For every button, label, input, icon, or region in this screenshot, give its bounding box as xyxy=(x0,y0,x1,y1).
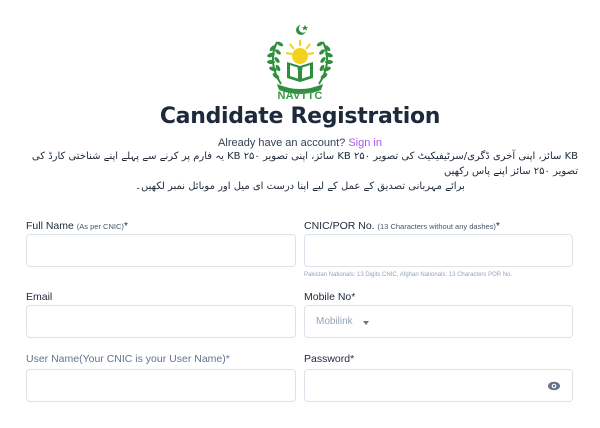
emblem-icon xyxy=(263,22,337,100)
account-prompt xyxy=(0,137,600,149)
cnic-help-text: Pakistan Nationals: 13 Digits CNIC, Afghan Nationals: 13 Characters POR No. xyxy=(304,272,513,278)
username-label-text: User Name(Your CNIC is your User Name) xyxy=(26,353,226,365)
password-label xyxy=(304,353,354,365)
full-name-label xyxy=(26,220,128,232)
full-name-input[interactable] xyxy=(26,234,296,267)
email-label xyxy=(26,291,52,303)
required-marker: * xyxy=(495,220,501,232)
mobile-input[interactable] xyxy=(304,305,573,338)
sign-in-link[interactable]: Sign in xyxy=(348,137,382,149)
logo-text: NAVTTC xyxy=(277,90,323,102)
cnic-input[interactable] xyxy=(304,234,573,267)
eye-icon[interactable] xyxy=(548,381,560,391)
password-input[interactable] xyxy=(304,369,573,402)
chevron-down-icon[interactable] xyxy=(363,321,369,325)
required-marker: * xyxy=(123,220,128,232)
email-input[interactable] xyxy=(26,305,296,338)
full-name-label-text: Full Name xyxy=(26,220,74,232)
required-marker: * xyxy=(225,353,230,365)
cnic-label-text: CNIC/POR No. xyxy=(304,220,375,232)
urdu-notice-documents: KB سائز، اپنی آخری ڈگری/سرٹیفیکیٹ کی تصویر ۲۵۰ KB سائز، اپنی تصویر ۲۵۰ KB یہ فارم پر کرنے سے پہلے اپنے شناختی کارڈ کی تصویر ۲۵۰ سائز اپنے پاس رکھیں xyxy=(31,151,578,177)
username-label xyxy=(26,353,230,365)
mobile-label-text: Mobile No xyxy=(304,291,352,303)
password-label-text: Password xyxy=(304,353,351,365)
urdu-notice-contact: برائے مہربانی تصدیق کے عمل کے لیے اپنا درست ای میل اور موبائل نمبر لکھیں۔ xyxy=(135,181,465,192)
required-marker: * xyxy=(350,353,355,365)
username-input[interactable] xyxy=(26,369,296,402)
navttc-logo xyxy=(263,22,337,100)
account-prompt-text: Already have an account? xyxy=(218,137,346,149)
mobile-network-select[interactable]: Mobilink xyxy=(316,316,353,327)
cnic-hint: (13 Characters without any dashes) xyxy=(377,222,496,231)
page-title: Candidate Registration xyxy=(159,104,441,129)
mobile-label xyxy=(304,291,355,303)
email-label-text: Email xyxy=(26,291,53,303)
required-marker: * xyxy=(351,291,356,303)
cnic-label xyxy=(304,220,500,232)
full-name-hint: (As per CNIC) xyxy=(76,222,124,231)
